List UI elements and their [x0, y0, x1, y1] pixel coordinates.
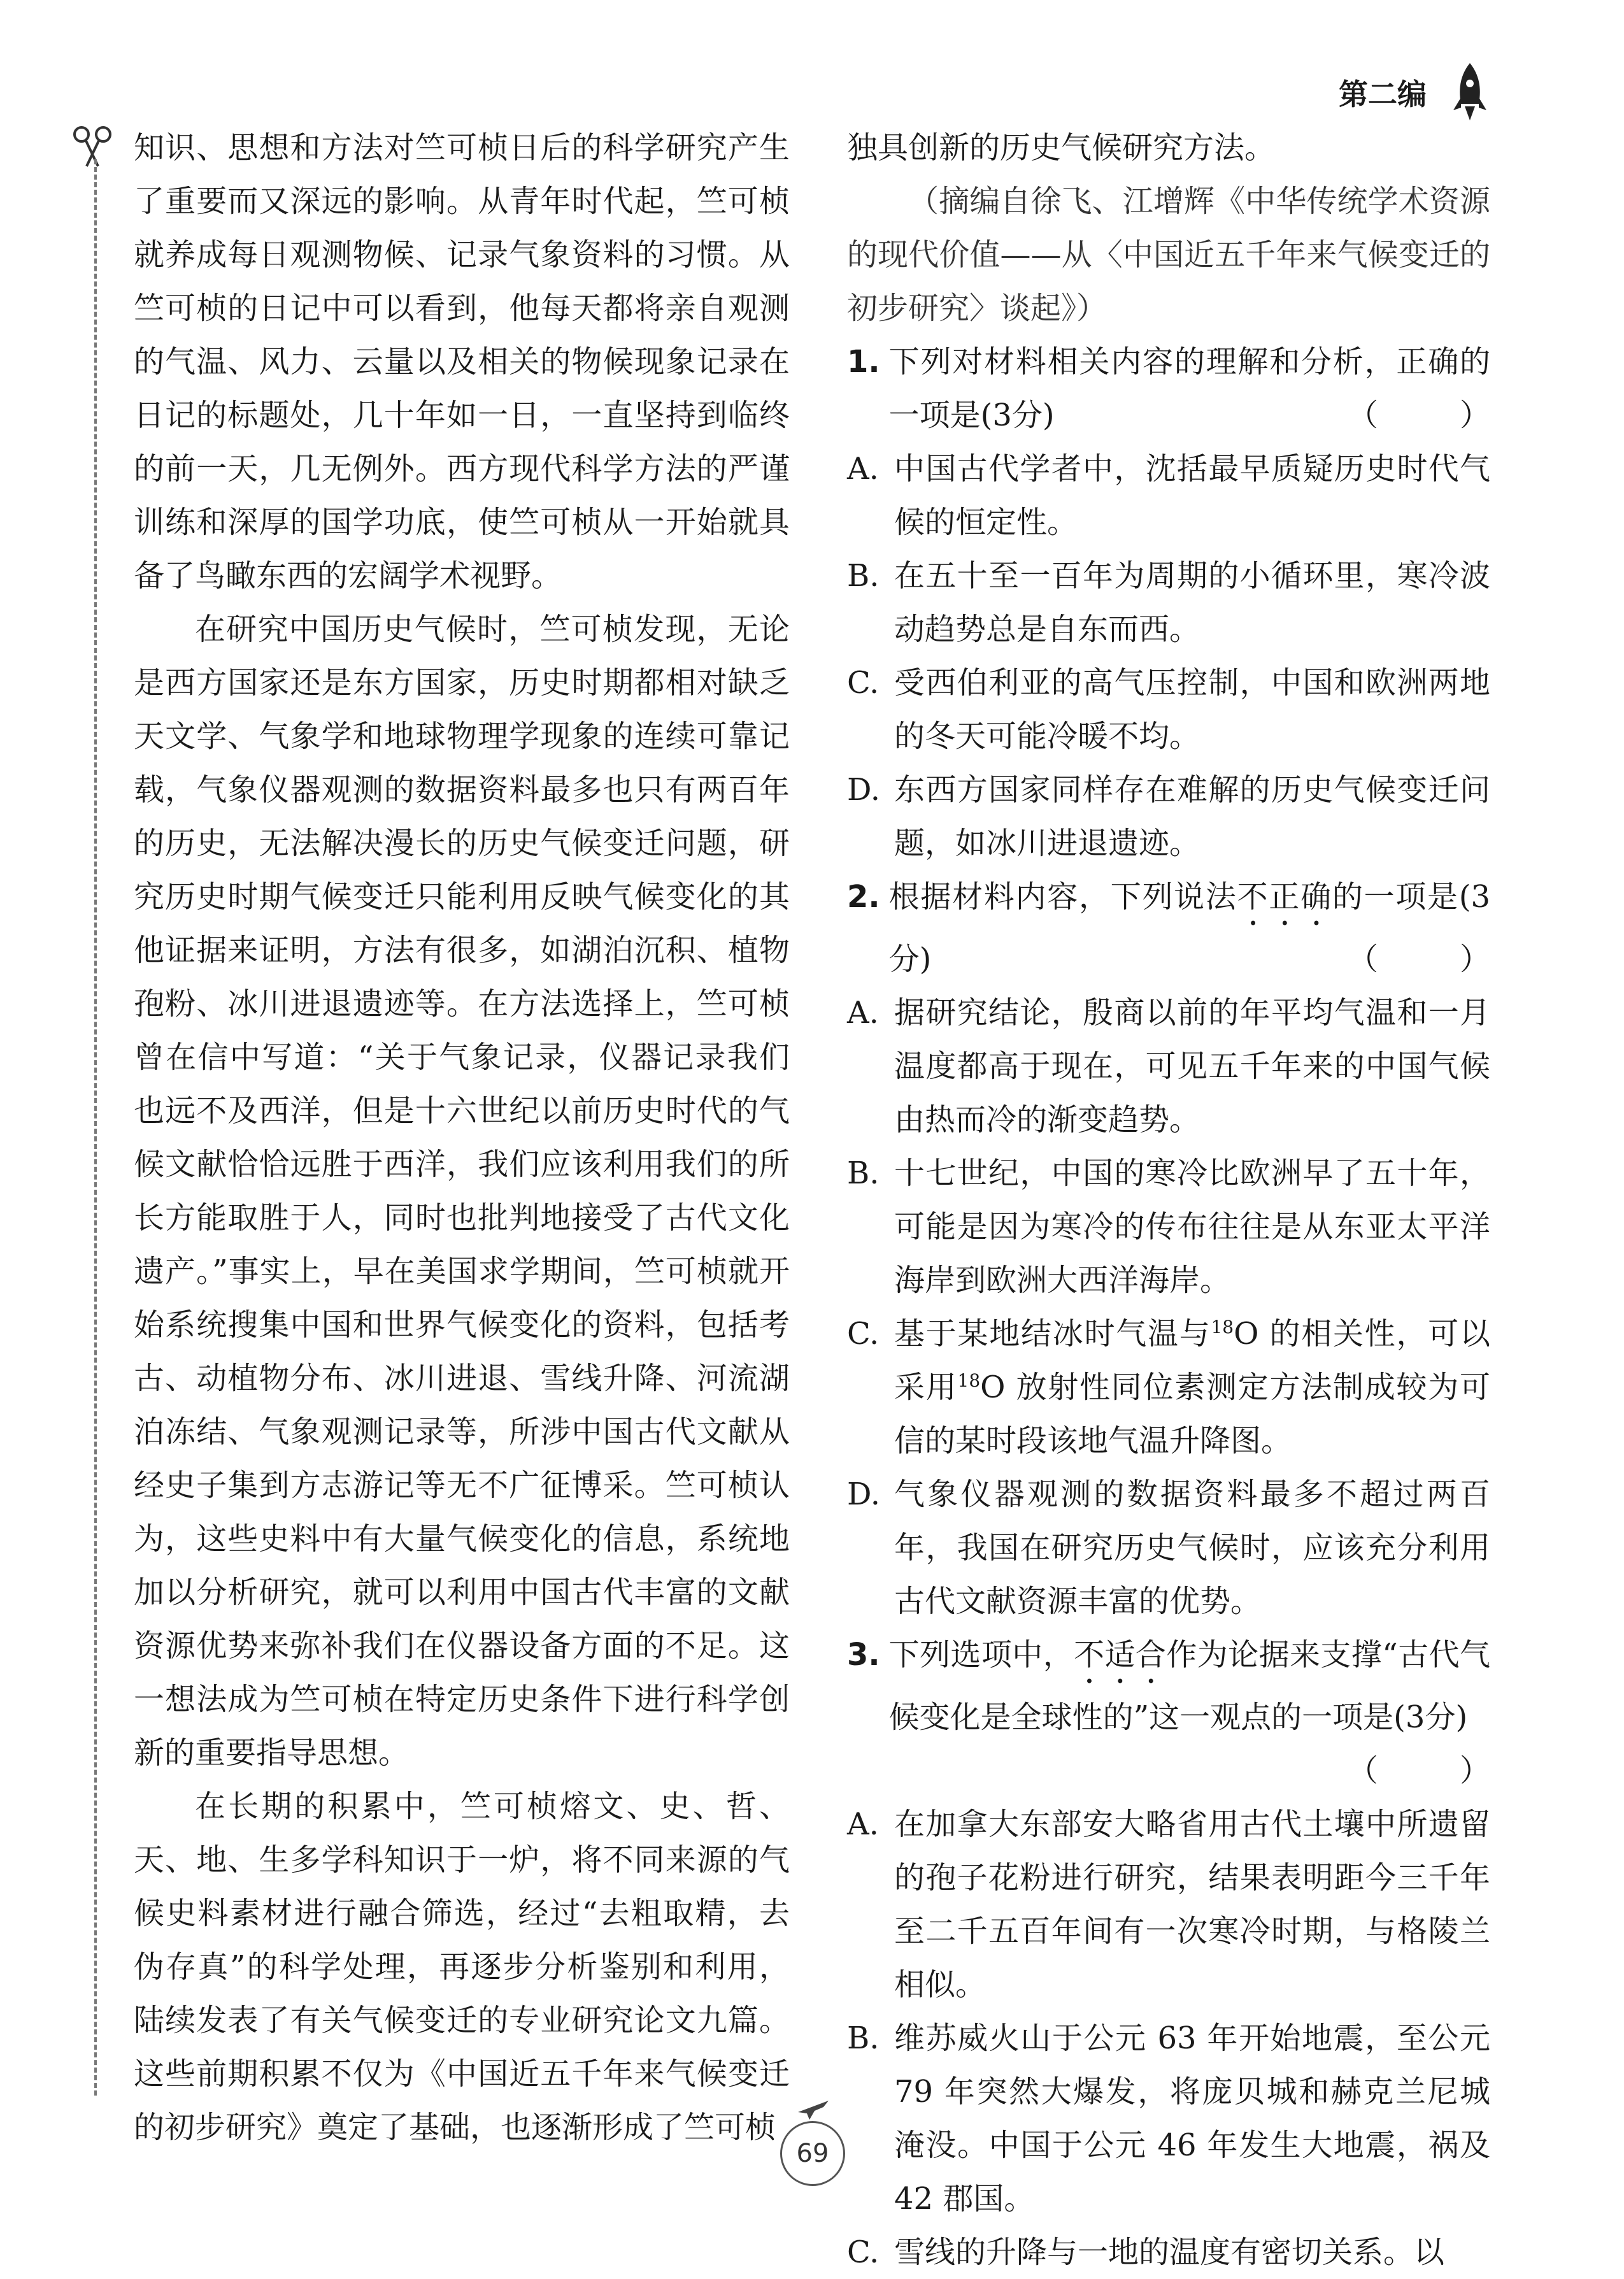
option-text: O 的相关性，可以采用: [894, 1316, 1490, 1405]
answer-blank: （ ）: [1347, 397, 1516, 433]
question-text: 下列选项中，: [888, 1637, 1074, 1673]
option-text: 在加拿大东部安大略省用古代土壤中所遗留的孢子花粉进行研究，结果表明距今三千年至二千五百年间有一次寒冷时期，与格陵兰相似。: [894, 1806, 1490, 2003]
option-text: 受西伯利亚的高气压控制，中国和欧洲两地的冬天可能冷暖不均。: [894, 665, 1490, 754]
answer-blank: （ ）: [1347, 1753, 1516, 1789]
answer-blank: （ ）: [1347, 941, 1516, 977]
option-text: 维苏威火山于公元 63 年开始地震，至公元 79 年突然大爆发，将庞贝城和赫克兰尼城淹没。中国于公元 46 年发生大地震，祸及 42 郡国。: [894, 2020, 1490, 2217]
airplane-icon: [795, 2096, 831, 2124]
right-column: [847, 121, 1516, 2279]
option-c: [847, 656, 1490, 763]
question-stem: [847, 335, 1516, 442]
superscript: 18: [957, 1370, 981, 1391]
option-letter: C.: [847, 665, 880, 701]
option-text: 十七世纪，中国的寒冷比欧洲早了五十年，可能是因为寒冷的传布往往是从东亚太平洋海岸到欧洲大西洋海岸。: [894, 1155, 1490, 1298]
paragraph: 知识、思想和方法对竺可桢日后的科学研究产生了重要而又深远的影响。从青年时代起，竺可桢就养成每日观测物候、记录气象资料的习惯。从竺可桢的日记中可以看到，他每天都将亲自观测的气温、风力、云量以及相关的物候现象记录在日记的标题处，几十年如一日，一直坚持到临终的前一天，几无例外。西方现代科学方法的严谨训练和深厚的国学功底，使竺可桢从一开始就具备了鸟瞰东西的宏阔学术视野。: [134, 130, 790, 594]
question-stem: [847, 1628, 1516, 1797]
option-letter: A.: [847, 451, 879, 487]
option-text: O 放射性同位素测定方法制成较为可信的某时段该地气温升降图。: [894, 1369, 1490, 1459]
option-text: 基于某地结冰时气温与: [894, 1316, 1211, 1352]
option-d: [847, 1468, 1490, 1628]
paragraph-continuation: 独具创新的历史气候研究方法。: [847, 130, 1276, 166]
question-number: 2.: [847, 879, 880, 915]
option-a: [847, 986, 1490, 1147]
page-header: [1339, 64, 1490, 121]
question-text: 的一项是(3分): [888, 879, 1490, 977]
question-1: [847, 335, 1516, 870]
question-text: 根据材料内容，下列说法: [888, 879, 1237, 915]
option-letter: A.: [847, 1806, 879, 1842]
option-letter: D.: [847, 772, 881, 808]
option-a: [847, 1797, 1490, 2011]
option-text: 雪线的升降与一地的温度有密切关系。以: [894, 2234, 1445, 2270]
source-citation: （摘编自徐飞、江增辉《中华传统学术资源的现代价值——从〈中国近五千年来气候变迁的初步研究〉谈起》）: [847, 183, 1490, 326]
page-number: 69: [780, 2121, 845, 2186]
question-stem: [847, 870, 1516, 986]
paragraph: 在长期的积累中，竺可桢熔文、史、哲、天、地、生多学科知识于一炉，将不同来源的气候史料素材进行融合筛选，经过“去粗取精，去伪存真”的科学处理，再逐步分析鉴别和利用，陆续发表了有关气候变迁的专业研究论文九篇。这些前期积累不仅为《中国近五千年来气候变迁的初步研究》奠定了基础，也逐渐形成了竺可桢: [134, 1789, 790, 2145]
option-letter: A.: [847, 995, 879, 1031]
emphasized-text: 不正确: [1237, 879, 1332, 915]
option-c: [847, 2225, 1490, 2279]
page-footer: [767, 2096, 857, 2191]
left-column: [134, 121, 790, 2154]
question-2: [847, 870, 1516, 1628]
option-c: [847, 1307, 1490, 1468]
question-text: 作为论据来支撑“古代气候变化是全球性的”这一观点的一项是(3分): [888, 1637, 1490, 1735]
option-text: 气象仪器观测的数据资料最多不超过两百年，我国在研究历史气候时，应该充分利用古代文献资源丰富的优势。: [894, 1476, 1490, 1619]
option-a: [847, 442, 1490, 549]
option-text: 中国古代学者中，沈括最早质疑历史时代气候的恒定性。: [894, 451, 1490, 540]
superscript: 18: [1211, 1317, 1234, 1338]
option-b: [847, 1147, 1490, 1307]
emphasized-text: 不适合: [1074, 1637, 1167, 1673]
section-label: 第二编: [1339, 77, 1427, 111]
option-text: 在五十至一百年为周期的小循环里，寒冷波动趋势总是自东而西。: [894, 558, 1490, 647]
cut-line: [94, 159, 97, 2096]
option-text: 东西方国家同样存在难解的历史气候变迁问题，如冰川进退遗迹。: [894, 772, 1490, 861]
question-3: [847, 1628, 1516, 2279]
option-letter: B.: [847, 558, 880, 594]
option-letter: B.: [847, 2020, 880, 2056]
question-number: 1.: [847, 344, 880, 380]
option-b: [847, 549, 1490, 656]
question-text: 下列对材料相关内容的理解和分析，正确的一项是(3分): [888, 344, 1490, 433]
paragraph: 在研究中国历史气候时，竺可桢发现，无论是西方国家还是东方国家，历史时期都相对缺乏天文学、气象学和地球物理学现象的连续可靠记载，气象仪器观测的数据资料最多也只有两百年的历史，无法解决漫长的历史气候变迁问题，研究历史时期气候变迁只能利用反映气候变化的其他证据来证明，方法有很多，如湖泊沉积、植物孢粉、冰川进退遗迹等。在方法选择上，竺可桢曾在信中写道：“关于气象记录，仪器记录我们也远不及西洋，但是十六世纪以前历史时代的气候文献恰恰远胜于西洋，我们应该利用我们的所长方能取胜于人，同时也批判地接受了古代文化遗产。”事实上，早在美国求学期间，竺可桢就开始系统搜集中国和世界气候变化的资料，包括考古、动植物分布、冰川进退、雪线升降、河流湖泊冻结、气象观测记录等，所涉中国古代文献从经史子集到方志游记等无不广征博采。竺可桢认为，这些史料中有大量气候变化的信息，系统地加以分析研究，就可以利用中国古代丰富的文献资源优势来弥补我们在仪器设备方面的不足。这一想法成为竺可桢在特定历史条件下进行科学创新的重要指导思想。: [134, 611, 790, 1771]
question-number: 3.: [847, 1637, 880, 1673]
option-text: 据研究结论，殷商以前的年平均气温和一月温度都高于现在，可见五千年来的中国气候由热而冷的渐变趋势。: [894, 995, 1490, 1138]
option-letter: D.: [847, 1476, 881, 1512]
option-letter: C.: [847, 1316, 880, 1352]
option-b: [847, 2011, 1490, 2225]
rocket-icon: [1449, 62, 1490, 123]
option-letter: B.: [847, 1155, 880, 1191]
option-letter: C.: [847, 2234, 880, 2270]
option-d: [847, 763, 1490, 870]
